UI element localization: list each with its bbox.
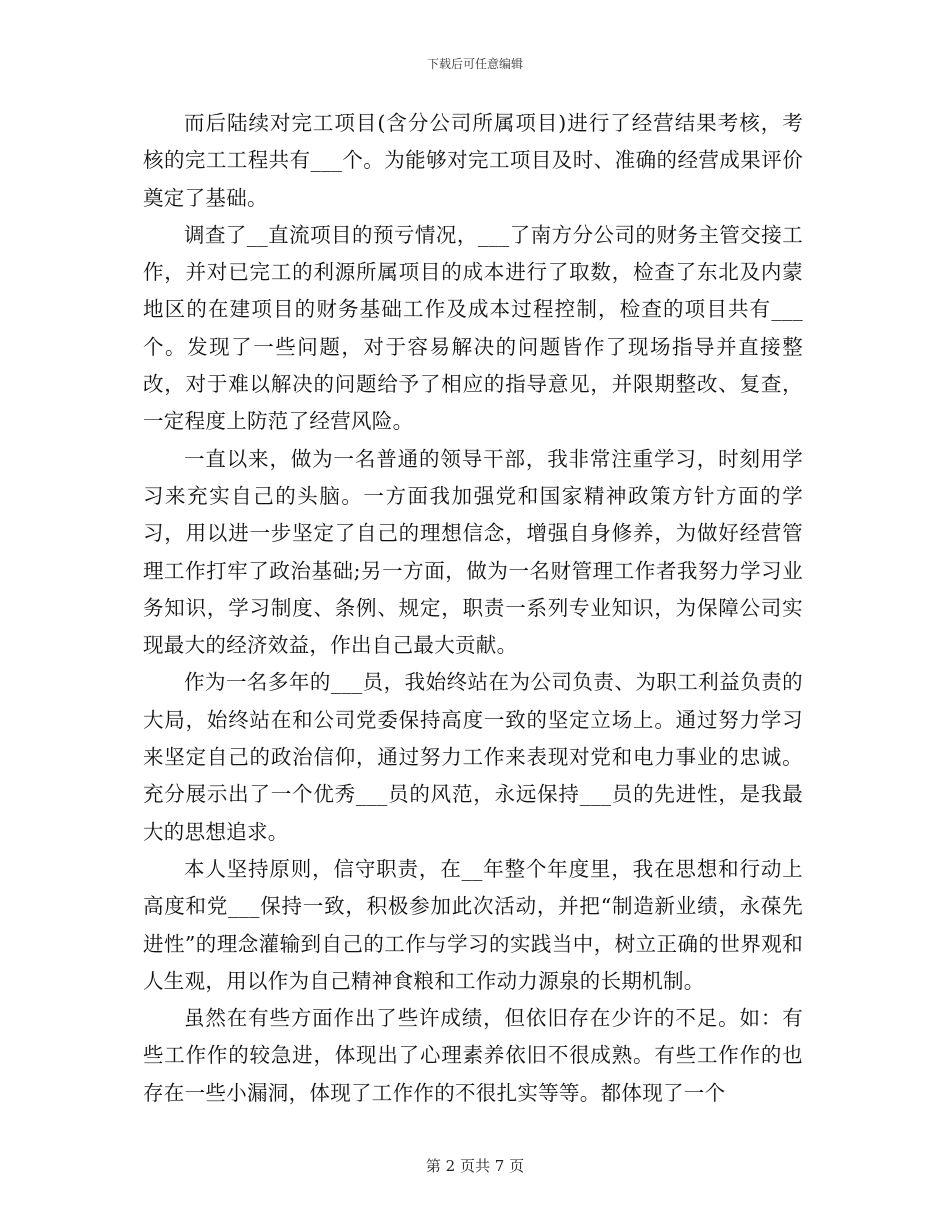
paragraph: 作为一名多年的___员，我始终站在为公司负责、为职工利益负责的大局，始终站在和公司党委保持高度一致的坚定立场上。通过努力学习来坚定自己的政治信仰，通过努力工作来表现对党和电力事业的忠诚。充分展示出了一个优秀___员的风范，永远保持___员的先进性，是我最大的思想追求。 xyxy=(143,670,803,844)
paragraph: 一直以来，做为一名普通的领导干部，我非常注重学习，时刻用学习来充实自己的头脑。一方面我加强党和国家精神政策方针方面的学习，用以进一步坚定了自己的理想信念，增强自身修养，为做好经营管理工作打牢了政治基础;另一方面，做为一名财管理工作者我努力学习业务知识，学习制度、条例、规定，职责一系列专业知识，为保障公司实现最大的经济效益，作出自己最大贡献。 xyxy=(143,446,803,658)
paragraph: 虽然在有些方面作出了些许成绩，但依旧存在少许的不足。如：有些工作作的较急进，体现出了心理素养依旧不很成熟。有些工作作的也存在一些小漏洞，体现了工作作的不很扎实等等。都体现了一个 xyxy=(143,1006,803,1105)
page-header: 下载后可任意编辑 xyxy=(426,57,523,71)
paragraph: 调查了__直流项目的预亏情况，___了南方分公司的财务主管交接工作，并对已完工的利源所属项目的成本进行了取数，检查了东北及内蒙地区的在建项目的财务基础工作及成本过程控制，检查的项目共有___个。发现了一些问题，对于容易解决的问题皆作了现场指导并直接整改，对于难以解决的问题给予了相应的指导意见，并限期整改、复查，一定程度上防范了经营风险。 xyxy=(143,222,803,434)
page-number-footer: 第 2 页共 7 页 xyxy=(425,1157,525,1175)
paragraph: 本人坚持原则，信守职责，在__年整个年度里，我在思想和行动上高度和党___保持一致，积极参加此次活动，并把“制造新业绩，永葆先进性”的理念灌输到自己的工作与学习的实践当中，树立正确的世界观和人生观，用以作为自己精神食粮和工作动力源泉的长期机制。 xyxy=(143,856,803,993)
document-body xyxy=(143,105,803,1112)
paragraph: 而后陆续对完工项目(含分公司所属项目)进行了经营结果考核，考核的完工工程共有___个。为能够对完工项目及时、准确的经营成果评价奠定了基础。 xyxy=(143,111,803,210)
